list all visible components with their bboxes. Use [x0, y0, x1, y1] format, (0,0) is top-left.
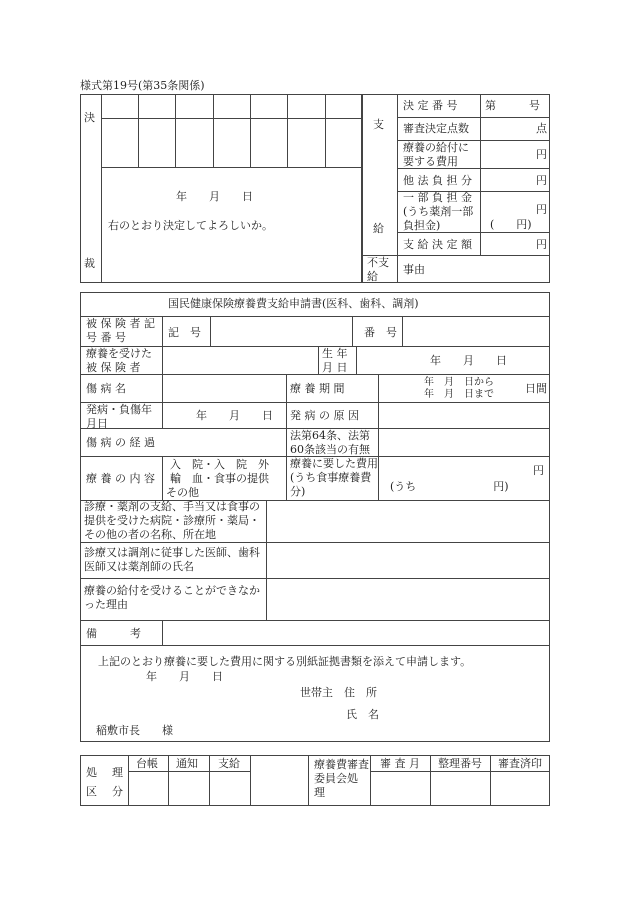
declaration-text: 上記のとおり療養に要した費用に関する別紙証拠書類を添えて申請します。	[98, 655, 472, 668]
birth-date: 年 月 日	[430, 354, 507, 367]
decision-number-label: 決 定 番 号	[403, 99, 458, 112]
decision-kanji-top: 決	[84, 111, 95, 124]
decision-number-value: 第 号	[485, 99, 540, 112]
cost-label: 療養に要した費用(うち食事療養費分)	[290, 457, 378, 498]
decision-box	[80, 94, 362, 283]
other-law-label: 他 法 負 担 分	[403, 174, 472, 187]
cause-label: 発 病 の 原 因	[290, 409, 359, 422]
content-option-transfusion: 輸 血・食事の提供	[170, 472, 269, 485]
doctor-label: 診療又は調剤に従事した医師、歯科医師又は薬剤師の氏名	[84, 546, 260, 573]
other-law-unit: 円	[536, 174, 547, 187]
law-label: 法第64条、法第60条該当の有無	[290, 429, 370, 456]
remarks-label: 備 考	[86, 627, 141, 640]
birth-label: 生 年 月 日	[322, 347, 348, 374]
period-from: 年 月 日から	[424, 377, 494, 388]
processing-label: 処 理 区 分	[86, 766, 138, 798]
decision-kanji-bottom: 裁	[84, 257, 95, 270]
decision-date: 年 月 日	[176, 190, 253, 203]
payment-kanji-bottom: 給	[373, 222, 384, 235]
onset-label: 発病・負傷年月日	[86, 403, 152, 430]
approval-text: 右のとおり決定してよろしいか。	[108, 219, 273, 232]
content-option-other: その他	[166, 486, 199, 499]
review-done-label: 審査済印	[498, 757, 542, 770]
payment-amount-label: 支 給 決 定 額	[403, 238, 472, 251]
householder-name-label: 氏 名	[346, 708, 379, 721]
cost-sub: (うち 円)	[390, 480, 509, 493]
review-points-label: 審査決定点数	[403, 122, 469, 135]
provider-label: 診療・薬剤の支給、手当又は食事の提供を受けた病院・診療所・薬局・その他の者の名称、所在地	[84, 500, 260, 541]
course-label: 傷 病 の 経 過	[86, 436, 155, 449]
col-ledger: 台帳	[136, 757, 158, 770]
declaration-date: 年 月 日	[146, 670, 223, 683]
benefit-cost-unit: 円	[536, 148, 547, 161]
period-to: 年 月 日まで	[424, 389, 494, 400]
addressee: 稲敷市長 様	[96, 724, 173, 737]
kigou-label: 記 号	[168, 326, 201, 339]
nonpay-reason-label: 事由	[403, 263, 425, 276]
patient-label: 療養を受けた 被 保 険 者	[86, 347, 152, 374]
benefit-cost-label: 療養の給付に要する費用	[403, 141, 469, 168]
payment-kanji-top: 支	[373, 118, 384, 131]
onset-date: 年 月 日	[196, 409, 273, 422]
period-days: 日間	[525, 382, 547, 395]
review-points-unit: 点	[536, 122, 547, 135]
insured-symbol-label: 被 保 険 者 記 号 番 号	[86, 317, 155, 344]
bangou-label: 番 号	[364, 326, 397, 339]
copay-label: 一 部 負 担 金(うち薬剤一部負担金)	[403, 191, 474, 232]
householder-address-label: 世帯主 住 所	[300, 686, 377, 699]
content-label: 療 養 の 内 容	[86, 472, 155, 485]
reason-label: 療養の給付を受けることができなかった理由	[84, 584, 260, 611]
payment-amount-unit: 円	[536, 238, 547, 251]
col-notice: 通知	[176, 757, 198, 770]
cost-yen: 円	[533, 464, 544, 477]
disease-label: 傷 病 名	[86, 382, 126, 395]
form-number: 様式第19号(第35条関係)	[80, 79, 205, 92]
committee-label: 療養費審査委員会処 理	[314, 758, 369, 799]
col-payment: 支給	[218, 757, 240, 770]
nonpay-label: 不支給	[367, 256, 389, 283]
copay-sub-value: ( 円)	[490, 218, 532, 231]
content-option-inpatient: 入 院・入 院 外	[170, 458, 269, 471]
treatment-period-label: 療 養 期 間	[290, 382, 345, 395]
copay-unit: 円	[536, 203, 547, 216]
arrange-number-label: 整理番号	[438, 757, 482, 770]
review-month-label: 審 査 月	[380, 757, 420, 770]
application-title: 国民健康保険療養費支給申請書(医科、歯科、調剤)	[168, 297, 419, 310]
